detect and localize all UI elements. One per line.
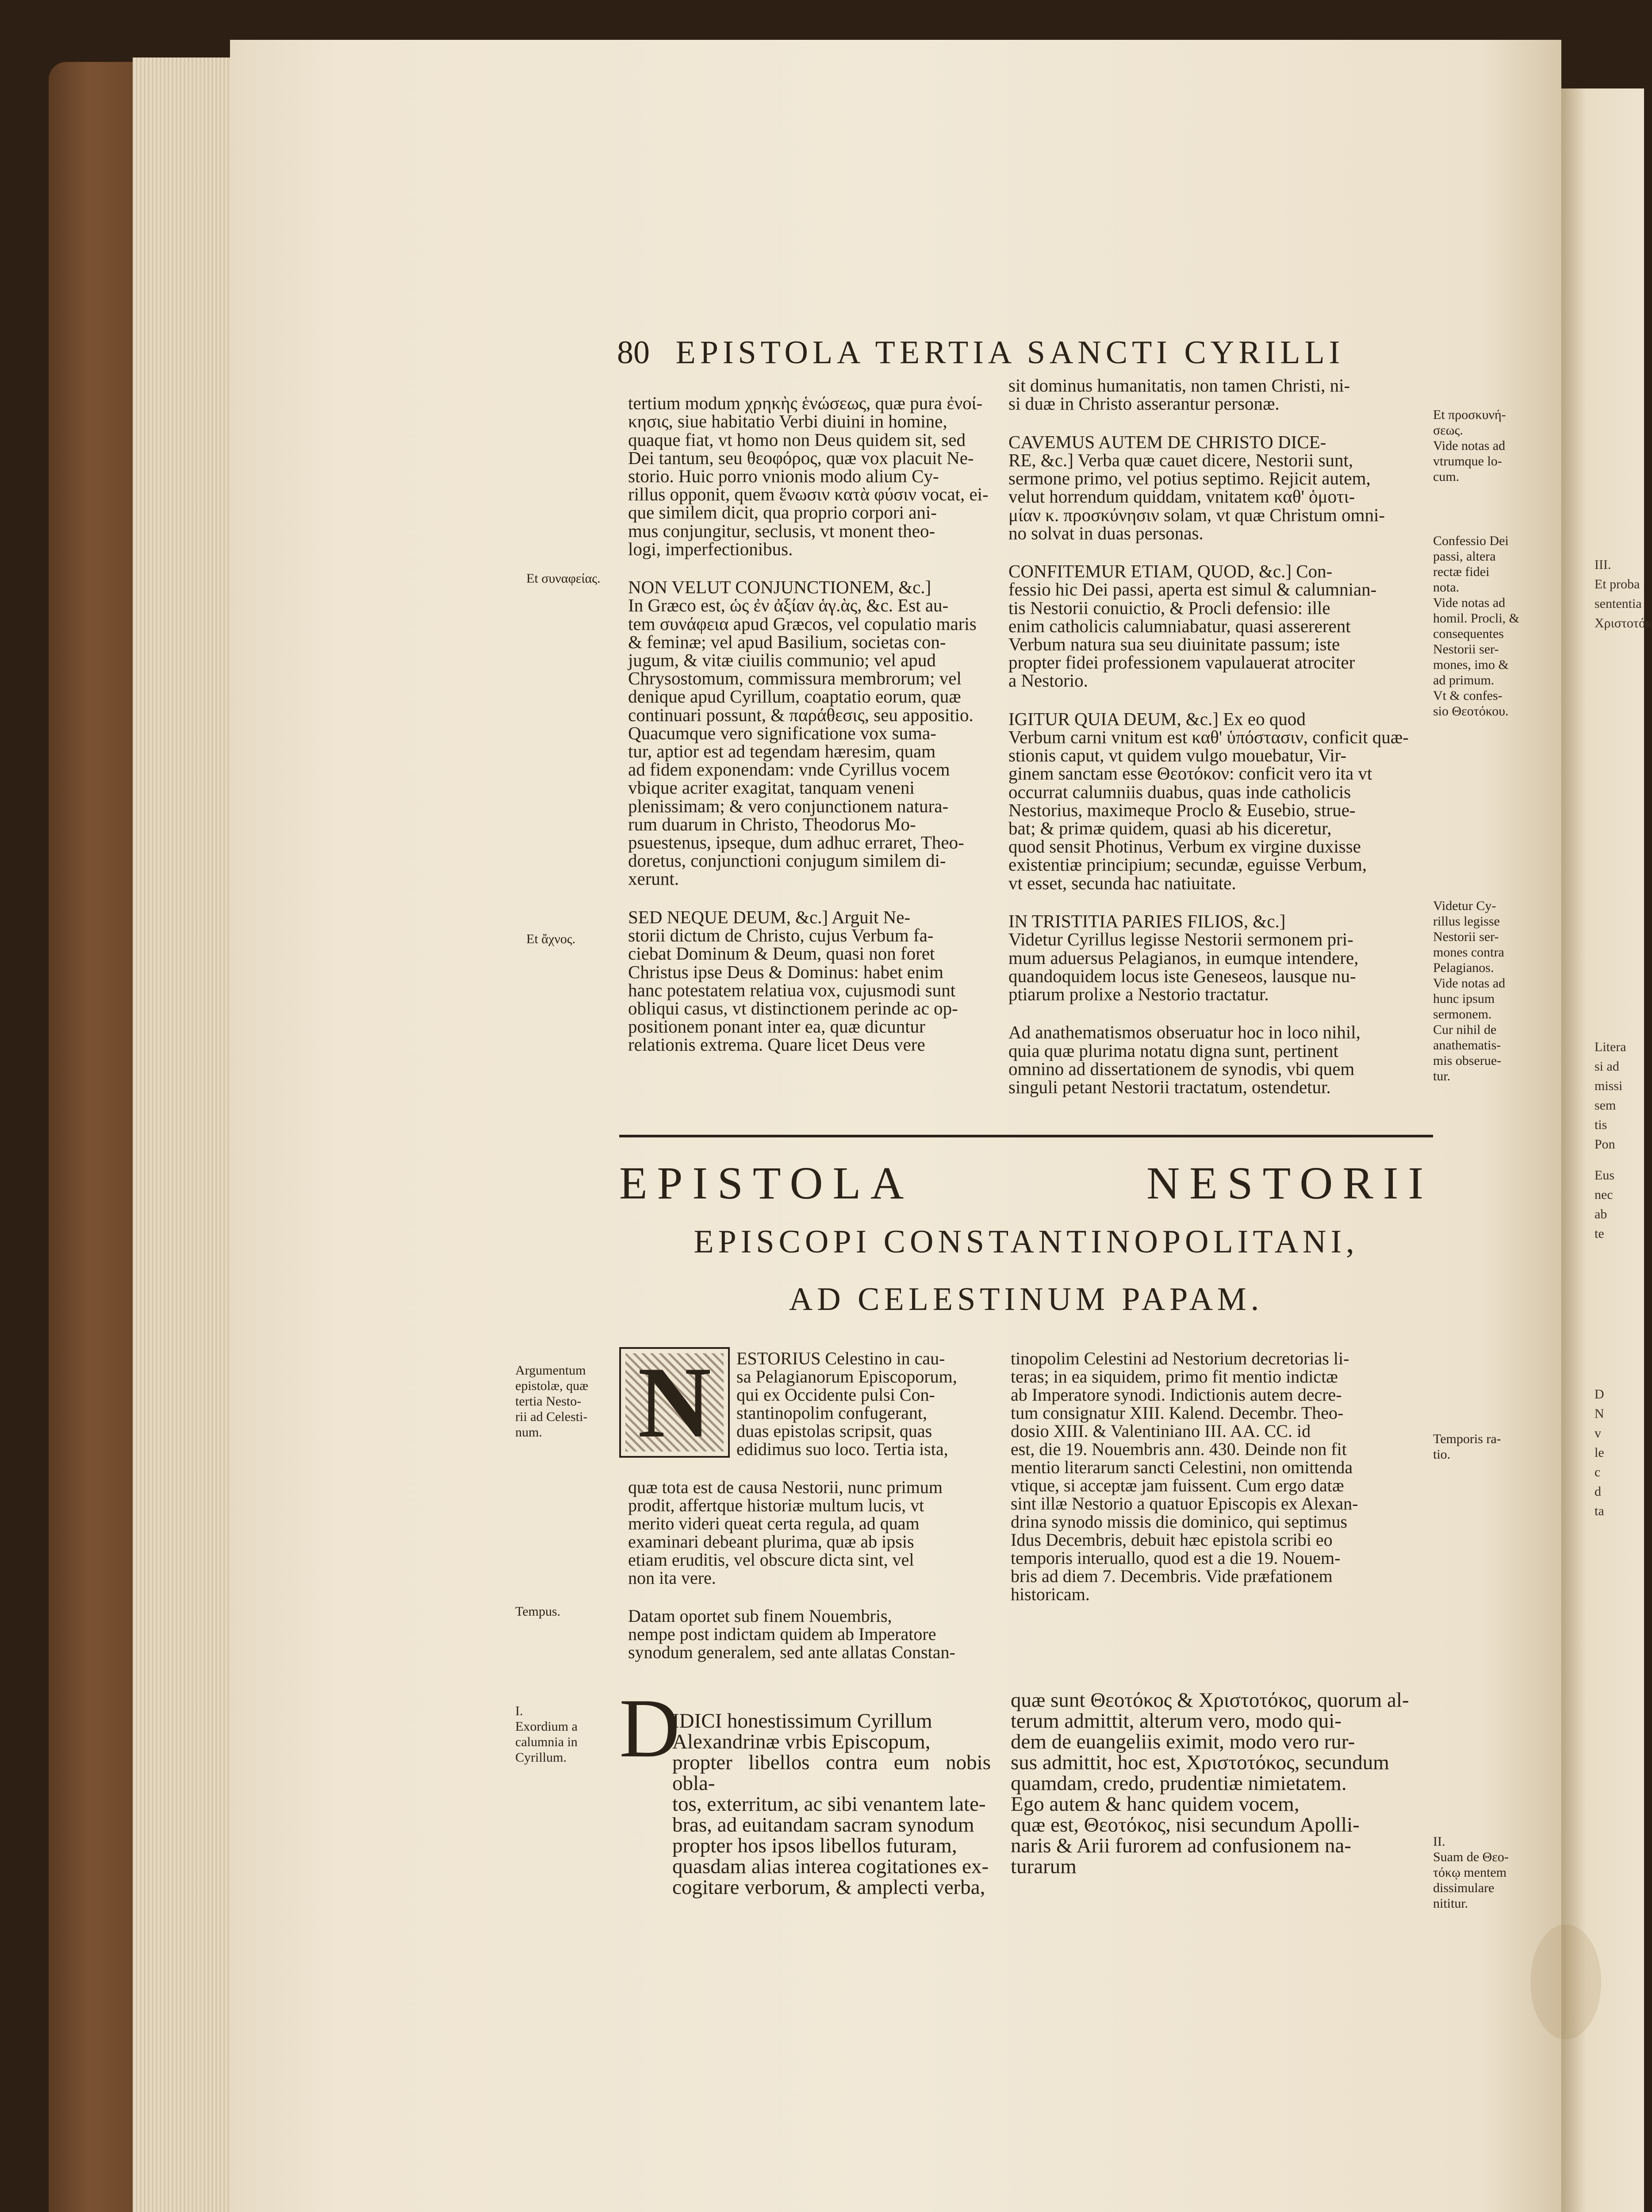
paragraph: CAVEMUS AUTEM DE CHRISTO DICE- RE, &c.] Verba quæ cauet dicere, Nestorii sunt, sermone primo, vel potius septimo. Rejicit autem, velut horrendum quiddam, vnitatem καθ' ὁμοτι- μίαν κ. προσκύνησιν solam, vt quæ Christum omni- no solvat in duas personas.: [1008, 431, 1385, 543]
section-subtitle: EPISCOPI CONSTANTINOPOLITANI,: [694, 1224, 1359, 1260]
water-stain: [1530, 1924, 1601, 2039]
paragraph: quæ tota est de causa Nestorii, nunc primum prodit, affertque historiæ multum lucis, vt merito videri queat certa regula, ad quam examinari debeant plurima, quæ ab ipsis etiam eruditis, vel obscure dicta sint, vel non ita vere.: [628, 1477, 943, 1588]
section-divider: [619, 1135, 1433, 1137]
next-page-fragment: Eus nec ab te: [1595, 1168, 1614, 1241]
paragraph: NON VELUT CONJUNCTIONEM, &c.] In Græco est, ὡς ἐν ἀξίαν ἁγ.ὰς, &c. Est au- tem συνάφεια apud Græcos, vel copulatio maris & feminæ; vel apud Basilium, societas con- jugum, & vitæ ciuilis communio; vel apud Chrysostomum, commissura membrorum; vel denique apud Cyrillum, coaptatio eorum, quæ continuari possunt, & παράθεσις, seu appositio. Quacumque vero significatione vox suma- tur, aptior est ad tegendam hæresim, quam ad fidem exponendam: vnde Cyrillus vocem vbique acriter exagitat, tanquam veneni plenissimam; & vero conjunctionem natura- rum duarum in Christo, Theodorus Mo- psuestenus, ipseque, dum adhuc erraret, Theo- doretus, conjunctioni conjugum similem di- xerunt.: [628, 577, 977, 889]
margin-note-left: Et συναφείας.: [526, 571, 601, 586]
next-page-fragment: Litera si ad missi sem tis Pon: [1595, 1040, 1626, 1152]
next-page-fragment: III. Et proba sententia Χριστοτόκ: [1595, 557, 1652, 630]
next-page-fragment: D N v le c d ta: [1595, 1387, 1604, 1518]
paragraph: IDICI honestissimum Cyrillum Alexandrinæ vrbis Episcopum, propter libellos contra eum nobis obla- tos, exterritum, ac sibi venantem late- bras, ad euitandam sacram synodum propter hos ipsos libellos futuram, quasdam alias interea cogitationes ex- cogitare verborum, & amplecti verba,: [672, 1709, 991, 1899]
page-number: 80: [617, 334, 650, 371]
paragraph: Datam oportet sub finem Nouembris, nempe post indictam quidem ab Imperatore synodum generalem, sed ante allatas Constan-: [628, 1606, 955, 1662]
margin-note-right: Et προσκυνή- σεως. Vide notas ad vtrumque lo- cum.: [1433, 407, 1506, 484]
section-subtitle: AD CELESTINUM PAPAM.: [789, 1281, 1264, 1317]
paragraph: IN TRISTITIA PARIES FILIOS, &c.] Videtur Cyrillus legisse Nestorii sermonem pri- mum aduersus Pelagianos, in eumque intendere, quandoquidem locus iste Geneseos, lausque nu- ptiarum prolixe a Nestorio tractatur.: [1008, 911, 1359, 1004]
margin-note-left: Tempus.: [515, 1604, 561, 1619]
paragraph: Ad anathematismos obseruatur hoc in loco nihil, quia quæ plurima notatu digna sunt, pertinent omnino ad dissertationem de synodis, vbi quem singuli petant Nestorii tractatum, ostendetur.: [1008, 1022, 1361, 1097]
margin-note-right: II. Suam de Θεο- τόκῳ mentem dissimulare nititur.: [1433, 1834, 1509, 1911]
section-title: EPISTOLA NESTORII: [619, 1158, 1433, 1209]
margin-note-left: I. Exordium a calumnia in Cyrillum.: [515, 1704, 578, 1765]
paragraph: IGITUR QUIA DEUM, &c.] Ex eo quod Verbum carni vnitum est καθ' ὑπόστασιν, conficit quæ- stionis caput, vt quidem vulgo mouebatur, Vir- ginem sanctam esse Θεοτόκον: conficit vero ita vt occurrat calumniis duabus, quas inde catholicis Nestorius, maximeque Proclo & Eusebio, strue- bat; & primæ quidem, quasi ab his diceretur, quod sensit Photinus, Verbum ex virgine duxisse existentiæ principium; secundæ, eguisse Verbum, vt esset, secunda hac natiuitate.: [1008, 708, 1409, 893]
margin-note-left: Argumentum epistolæ, quæ tertia Nesto- rii ad Celesti- num.: [515, 1363, 589, 1440]
margin-note-right: Videtur Cy- rillus legisse Nestorii ser- mones contra Pelagianos. Vide notas ad hunc ipsum sermonem. Cur nihil de anathematis- mis obserue- tur.: [1433, 899, 1506, 1083]
margin-note-right: Confessio Dei passi, altera rectæ fidei nota. Vide notas ad homil. Procli, & consequentes Nestorii ser- mones, imo & ad primum. Vt & confes- sio Θεοτόκου.: [1433, 534, 1519, 718]
letter-left-column: [619, 1690, 991, 1919]
argument-right-column: tinopolim Celestini ad Nestorium decretorias li- teras; in ea siquidem, primo fit mentio indictæ ab Imperatore synodi. Indictionis autem decre- tum consignatur XIII. Kalend. Decembr. Theo- dosio XIII. & Valentiniano III. AA. CC. id est, die 19. Nouembris ann. 430. Deinde non fit mentio literarum sancti Celestini, non omittenda vtique, si acceptæ jam fuissent. Cum ergo datæ sint illæ Nestorio a quatuor Episcopis ex Alexan- drina synodo missis die dominico, qui septimus Idus Decembris, debuit hæc epistola scribi eo temporis interuallo, quod est a die 19. Nouem- bris ad diem 7. Decembris. Vide præfationem historicam.: [1011, 1348, 1358, 1604]
letter-right-column: quæ sunt Θεοτόκος & Χριστοτόκος, quorum al- terum admittit, alterum vero, modo qui- dem de euangeliis eximit, modo vero rur- sus admittit, hoc est, Χριστοτόκος, secundum quamdam, credo, prudentiæ nimietatem. Ego autem & hanc quidem vocem, quæ est, Θεοτόκος, nisi secundum Apolli- naris & Arii furorem ad confusionem na- turarum: [1011, 1689, 1409, 1878]
drop-initial: D: [619, 1682, 680, 1775]
argument-left-column-first: ESTORIUS Celestino in cau- sa Pelagianorum Episcoporum, qui ex Occidente pulsi Con- stantinopolim confugerant, duas epistolas scripsit, quas edidimus suo loco. Tertia ista,: [736, 1348, 957, 1459]
upper-left-column: [628, 376, 995, 1072]
margin-note-left: Et ἄχνος.: [526, 932, 576, 946]
upper-right-column: [1008, 358, 1424, 1114]
paragraph: sit dominus humanitatis, non tamen Christi, ni- si duæ in Christo asserantur personæ.: [1008, 375, 1350, 414]
initial-letter: N: [637, 1346, 712, 1459]
decorated-initial: [619, 1347, 730, 1458]
paragraph: SED NEQUE DEUM, &c.] Arguit Ne- storii dictum de Christo, cujus Verbum fa- ciebat Dominum & Deum, quasi non foret Christus ipse Deus & Dominus: habet enim hanc potestatem relatiua vox, cujusmodi sunt obliqui casus, vt distinctionem perinde ac op- positionem ponant inter ea, quæ dicuntur relationis extrema. Quare licet Deus vere: [628, 906, 958, 1055]
paragraph: tertium modum χρηκὴς ἑνώσεως, quæ pura ἐνοί- κησις, siue habitatio Verbi diuini in homine, quaque fiat, vt homo non Deus quidem sit, sed Dei tantum, seu θεοφόρος, quæ vox placuit Ne- storio. Huic porro vnionis modo alium Cy- rillus opponit, quem ἕνωσιν κατὰ φύσιν vocat, ei- que similem dicit, qua proprio corpori ani- mus conjungitur, seclusis, vt monent theo- logi, imperfectionibus.: [628, 393, 989, 559]
paragraph: CONFITEMUR ETIAM, QUOD, &c.] Con- fessio hic Dei passi, aperta est simul & calumnian- tis Nestorii conuictio, & Procli defensio: ille enim catholicis calumniabatur, quasi assererent Verbum natura sua seu diuinitate passum; iste propter fidei professionem vapulauerat atrociter a Nestorio.: [1008, 561, 1377, 691]
running-head-title: EPISTOLA TERTIA SANCTI CYRILLI: [675, 334, 1345, 371]
margin-note-right: Temporis ra- tio.: [1433, 1432, 1501, 1462]
argument-left-column: [628, 1460, 991, 1679]
